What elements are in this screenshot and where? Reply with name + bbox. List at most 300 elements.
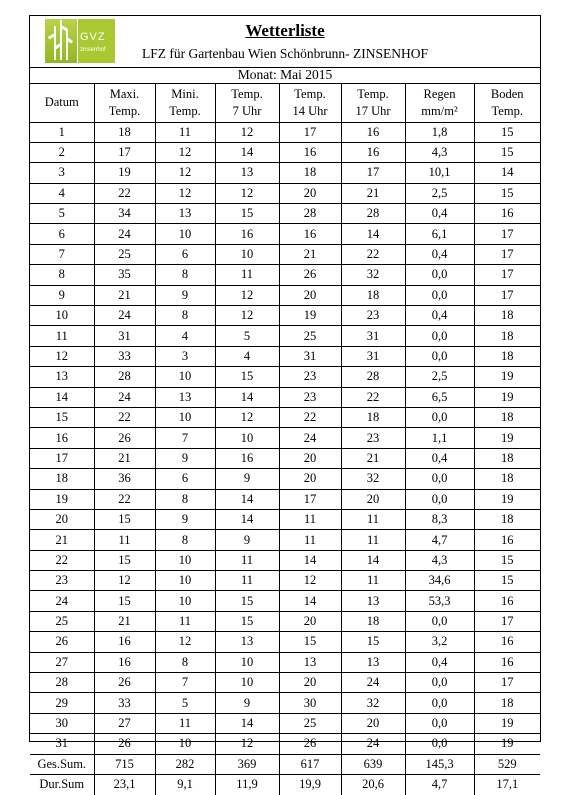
table-cell: 11 bbox=[341, 509, 405, 529]
table-cell: 9 bbox=[155, 448, 215, 468]
table-row bbox=[30, 407, 540, 427]
table-cell: 20 bbox=[30, 509, 94, 529]
column-header bbox=[155, 84, 215, 122]
table-cell: 10 bbox=[155, 407, 215, 427]
table-cell: 10,1 bbox=[405, 163, 474, 183]
table-cell: 4 bbox=[155, 326, 215, 346]
table-cell: 20 bbox=[279, 448, 341, 468]
table-cell: 18 bbox=[474, 448, 540, 468]
table-cell: 17,1 bbox=[474, 775, 540, 795]
table-cell: 11 bbox=[215, 571, 279, 591]
table-cell: 9 bbox=[30, 285, 94, 305]
table-cell: 16 bbox=[474, 204, 540, 224]
table-cell: 9 bbox=[155, 285, 215, 305]
table-cell: 18 bbox=[474, 306, 540, 326]
table-row bbox=[30, 571, 540, 591]
table-cell: 24 bbox=[341, 734, 405, 754]
summary-row bbox=[30, 754, 540, 774]
table-cell: 20 bbox=[279, 469, 341, 489]
table-cell: 21 bbox=[94, 448, 155, 468]
table-cell: 12 bbox=[215, 183, 279, 203]
table-cell: 0,0 bbox=[405, 673, 474, 693]
table-cell: 19 bbox=[474, 489, 540, 509]
table-cell: 17 bbox=[279, 489, 341, 509]
table-cell: 8 bbox=[155, 265, 215, 285]
table-cell: 639 bbox=[341, 754, 405, 774]
table-cell: 11 bbox=[30, 326, 94, 346]
table-cell: 25 bbox=[94, 244, 155, 264]
table-cell: 0,0 bbox=[405, 611, 474, 631]
table-cell: 2 bbox=[30, 142, 94, 162]
table-cell: 14 bbox=[215, 142, 279, 162]
table-cell: 13 bbox=[341, 652, 405, 672]
table-cell: 0,0 bbox=[405, 489, 474, 509]
table-cell: 0,4 bbox=[405, 448, 474, 468]
table-cell: 6 bbox=[155, 244, 215, 264]
table-cell: 1,8 bbox=[405, 122, 474, 142]
column-header-line: Boden bbox=[490, 86, 524, 101]
table-cell: 17 bbox=[474, 285, 540, 305]
table-cell: 4,3 bbox=[405, 142, 474, 162]
table-cell: 24 bbox=[341, 673, 405, 693]
table-cell: 10 bbox=[155, 550, 215, 570]
table-row bbox=[30, 591, 540, 611]
table-cell: 8 bbox=[155, 652, 215, 672]
column-header bbox=[474, 84, 540, 122]
weather-table bbox=[30, 84, 540, 795]
column-header bbox=[94, 84, 155, 122]
table-cell: 14 bbox=[30, 387, 94, 407]
column-header bbox=[215, 84, 279, 122]
table-cell: 22 bbox=[341, 244, 405, 264]
table-row bbox=[30, 326, 540, 346]
table-row bbox=[30, 428, 540, 448]
table-cell: 26 bbox=[94, 673, 155, 693]
table-cell: 15 bbox=[341, 632, 405, 652]
table-cell: 15 bbox=[215, 591, 279, 611]
column-header-line: Maxi. bbox=[109, 86, 140, 101]
table-cell: 24 bbox=[30, 591, 94, 611]
table-row bbox=[30, 509, 540, 529]
table-cell: 28 bbox=[279, 204, 341, 224]
table-cell: 8 bbox=[30, 265, 94, 285]
table-cell: 11 bbox=[215, 550, 279, 570]
column-header-line: Temp. bbox=[294, 86, 326, 101]
table-cell: 18 bbox=[94, 122, 155, 142]
table-cell: 18 bbox=[341, 611, 405, 631]
table-cell: 10 bbox=[30, 306, 94, 326]
table-cell: 17 bbox=[279, 122, 341, 142]
table-cell: 0,4 bbox=[405, 204, 474, 224]
table-cell: 21 bbox=[30, 530, 94, 550]
table-cell: 13 bbox=[215, 632, 279, 652]
table-cell: 6 bbox=[155, 469, 215, 489]
table-header-row bbox=[30, 84, 540, 122]
table-cell: 14 bbox=[279, 550, 341, 570]
table-cell: 16 bbox=[474, 652, 540, 672]
table-row bbox=[30, 652, 540, 672]
table-row bbox=[30, 611, 540, 631]
table-cell: 26 bbox=[94, 428, 155, 448]
table-cell: 0,4 bbox=[405, 244, 474, 264]
column-header bbox=[405, 84, 474, 122]
table-cell: 16 bbox=[474, 632, 540, 652]
table-cell: 34 bbox=[94, 204, 155, 224]
table-cell: 12 bbox=[30, 346, 94, 366]
table-cell: 36 bbox=[94, 469, 155, 489]
table-cell: 1,1 bbox=[405, 428, 474, 448]
table-cell: 23 bbox=[279, 367, 341, 387]
table-row bbox=[30, 142, 540, 162]
table-cell: 2,5 bbox=[405, 183, 474, 203]
column-header-line: 17 Uhr bbox=[355, 103, 391, 118]
table-cell: 20 bbox=[279, 611, 341, 631]
table-cell: 19 bbox=[474, 367, 540, 387]
table-cell: 0,0 bbox=[405, 734, 474, 754]
table-row bbox=[30, 489, 540, 509]
table-row bbox=[30, 734, 540, 754]
table-cell: 14 bbox=[215, 387, 279, 407]
table-cell: 10 bbox=[155, 591, 215, 611]
table-cell: 28 bbox=[30, 673, 94, 693]
table-row bbox=[30, 713, 540, 733]
table-cell: 19 bbox=[474, 713, 540, 733]
table-row bbox=[30, 632, 540, 652]
table-cell: 21 bbox=[279, 244, 341, 264]
table-cell: 33 bbox=[94, 346, 155, 366]
table-cell: 9 bbox=[215, 530, 279, 550]
table-cell: 19 bbox=[279, 306, 341, 326]
table-cell: 28 bbox=[341, 367, 405, 387]
table-cell: 23 bbox=[279, 387, 341, 407]
column-header-line: mm/m² bbox=[421, 103, 458, 118]
table-cell: 12 bbox=[155, 183, 215, 203]
table-cell: 11 bbox=[341, 571, 405, 591]
table-cell: 33 bbox=[94, 693, 155, 713]
table-cell: 16 bbox=[30, 428, 94, 448]
table-cell: 0,0 bbox=[405, 713, 474, 733]
table-cell: 12 bbox=[215, 122, 279, 142]
table-cell: 5 bbox=[215, 326, 279, 346]
table-cell: 617 bbox=[279, 754, 341, 774]
weather-list-sheet bbox=[29, 15, 541, 792]
table-cell: 16 bbox=[341, 142, 405, 162]
table-cell: 31 bbox=[94, 326, 155, 346]
table-cell: 12 bbox=[155, 163, 215, 183]
table-cell: 18 bbox=[474, 346, 540, 366]
column-header-line: Datum bbox=[44, 95, 79, 110]
table-cell: 30 bbox=[30, 713, 94, 733]
table-cell: 14 bbox=[279, 591, 341, 611]
table-cell: 26 bbox=[94, 734, 155, 754]
table-cell: 8 bbox=[155, 306, 215, 326]
table-cell: 16 bbox=[279, 142, 341, 162]
table-row bbox=[30, 183, 540, 203]
table-cell: 0,0 bbox=[405, 346, 474, 366]
table-row bbox=[30, 306, 540, 326]
table-cell: 9 bbox=[215, 693, 279, 713]
table-cell: 15 bbox=[474, 183, 540, 203]
table-cell: 0,0 bbox=[405, 469, 474, 489]
table-cell: 27 bbox=[30, 652, 94, 672]
table-cell: 11 bbox=[155, 611, 215, 631]
table-cell: 0,0 bbox=[405, 326, 474, 346]
table-cell: 4,7 bbox=[405, 775, 474, 795]
column-header-line: 7 Uhr bbox=[232, 103, 262, 118]
table-cell: 10 bbox=[215, 673, 279, 693]
table-cell: 145,3 bbox=[405, 754, 474, 774]
table-cell: 26 bbox=[279, 265, 341, 285]
table-cell: 18 bbox=[474, 326, 540, 346]
table-cell: 9,1 bbox=[155, 775, 215, 795]
table-cell: 31 bbox=[341, 326, 405, 346]
page-subtitle: LFZ für Gartenbau Wien Schönbrunn- ZINSENHOF bbox=[141, 46, 429, 61]
table-cell: 21 bbox=[341, 183, 405, 203]
table-cell: 12 bbox=[94, 571, 155, 591]
table-cell: 13 bbox=[341, 591, 405, 611]
table-cell: 12 bbox=[279, 571, 341, 591]
table-cell: 8,3 bbox=[405, 509, 474, 529]
table-cell: 4,3 bbox=[405, 550, 474, 570]
table-cell: 18 bbox=[474, 407, 540, 427]
table-cell: 17 bbox=[94, 142, 155, 162]
table-cell: 12 bbox=[215, 285, 279, 305]
table-cell: 20 bbox=[341, 713, 405, 733]
table-cell: 10 bbox=[155, 224, 215, 244]
table-cell: 13 bbox=[279, 652, 341, 672]
table-cell: 11 bbox=[215, 265, 279, 285]
table-cell: 7 bbox=[155, 673, 215, 693]
table-cell: 12 bbox=[215, 306, 279, 326]
table-cell: 17 bbox=[474, 611, 540, 631]
table-cell: 0,0 bbox=[405, 693, 474, 713]
table-cell: 32 bbox=[341, 693, 405, 713]
table-cell: 2,5 bbox=[405, 367, 474, 387]
table-cell: 6,5 bbox=[405, 387, 474, 407]
table-cell: 15 bbox=[279, 632, 341, 652]
table-cell: 15 bbox=[94, 591, 155, 611]
table-cell: 15 bbox=[474, 571, 540, 591]
table-cell: 18 bbox=[30, 469, 94, 489]
table-cell: 15 bbox=[94, 509, 155, 529]
table-row bbox=[30, 265, 540, 285]
table-cell: 17 bbox=[474, 224, 540, 244]
table-cell: 0,0 bbox=[405, 407, 474, 427]
table-cell: 15 bbox=[474, 550, 540, 570]
table-cell: 10 bbox=[155, 734, 215, 754]
table-cell: 22 bbox=[279, 407, 341, 427]
table-cell: 11 bbox=[341, 530, 405, 550]
table-cell: 22 bbox=[94, 183, 155, 203]
column-header bbox=[279, 84, 341, 122]
table-cell: 19 bbox=[474, 734, 540, 754]
table-cell: 26 bbox=[30, 632, 94, 652]
table-cell: 6 bbox=[30, 224, 94, 244]
table-row bbox=[30, 346, 540, 366]
table-cell: 23,1 bbox=[94, 775, 155, 795]
summary-row bbox=[30, 775, 540, 795]
table-cell: 14 bbox=[341, 224, 405, 244]
table-cell: 35 bbox=[94, 265, 155, 285]
table-cell: 18 bbox=[341, 407, 405, 427]
table-cell: 34,6 bbox=[405, 571, 474, 591]
table-cell: 31 bbox=[279, 346, 341, 366]
column-header-line: Temp. bbox=[491, 103, 523, 118]
column-header-line: Temp. bbox=[357, 86, 389, 101]
table-cell: 19 bbox=[474, 428, 540, 448]
table-row bbox=[30, 367, 540, 387]
table-cell: 4 bbox=[30, 183, 94, 203]
table-cell: 23 bbox=[30, 571, 94, 591]
table-cell: 10 bbox=[215, 428, 279, 448]
table-row bbox=[30, 550, 540, 570]
column-header-line: 14 Uhr bbox=[292, 103, 328, 118]
table-cell: 16 bbox=[94, 652, 155, 672]
table-cell: 23 bbox=[341, 306, 405, 326]
table-cell: 19 bbox=[94, 163, 155, 183]
table-cell: 16 bbox=[215, 224, 279, 244]
table-cell: 11,9 bbox=[215, 775, 279, 795]
table-row bbox=[30, 244, 540, 264]
table-cell: 20 bbox=[279, 673, 341, 693]
table-cell: 8 bbox=[155, 489, 215, 509]
table-row bbox=[30, 224, 540, 244]
table-cell: 16 bbox=[474, 530, 540, 550]
table-cell: 16 bbox=[94, 632, 155, 652]
table-cell: 19 bbox=[474, 387, 540, 407]
table-cell: 20 bbox=[341, 489, 405, 509]
table-cell: 19,9 bbox=[279, 775, 341, 795]
table-cell: 13 bbox=[215, 163, 279, 183]
table-cell: 18 bbox=[474, 509, 540, 529]
table-cell: 0,4 bbox=[405, 652, 474, 672]
table-cell: 5 bbox=[30, 204, 94, 224]
table-cell: 15 bbox=[30, 407, 94, 427]
table-row bbox=[30, 469, 540, 489]
table-cell: 53,3 bbox=[405, 591, 474, 611]
table-cell: 0,4 bbox=[405, 306, 474, 326]
table-cell: 15 bbox=[94, 550, 155, 570]
table-cell: 13 bbox=[155, 204, 215, 224]
table-cell: 369 bbox=[215, 754, 279, 774]
table-cell: 20,6 bbox=[341, 775, 405, 795]
table-cell: 14 bbox=[474, 163, 540, 183]
table-cell: 29 bbox=[30, 693, 94, 713]
table-cell: 4,7 bbox=[405, 530, 474, 550]
column-header bbox=[341, 84, 405, 122]
table-cell: 30 bbox=[279, 693, 341, 713]
column-header-line: Mini. bbox=[171, 86, 199, 101]
table-cell: 3,2 bbox=[405, 632, 474, 652]
table-cell: 15 bbox=[215, 204, 279, 224]
table-cell: 14 bbox=[215, 509, 279, 529]
table-cell: 18 bbox=[279, 163, 341, 183]
table-cell: 15 bbox=[474, 142, 540, 162]
page-title: Wetterliste bbox=[245, 21, 325, 40]
table-cell: 11 bbox=[155, 713, 215, 733]
table-cell: 14 bbox=[341, 550, 405, 570]
table-cell: 16 bbox=[279, 224, 341, 244]
column-header-line: Temp. bbox=[169, 103, 201, 118]
table-cell: 17 bbox=[474, 244, 540, 264]
column-header-line: Temp. bbox=[108, 103, 141, 118]
table-cell: 16 bbox=[215, 448, 279, 468]
table-cell: 14 bbox=[215, 713, 279, 733]
table-row bbox=[30, 448, 540, 468]
table-cell: 11 bbox=[155, 122, 215, 142]
logo-brand: GVZ bbox=[80, 31, 106, 43]
table-cell: 31 bbox=[30, 734, 94, 754]
table-cell: 17 bbox=[474, 265, 540, 285]
table-cell: 22 bbox=[341, 387, 405, 407]
table-cell: Dur.Sum bbox=[30, 775, 94, 795]
table-cell: 10 bbox=[155, 571, 215, 591]
table-cell: 5 bbox=[155, 693, 215, 713]
table-row bbox=[30, 530, 540, 550]
table-cell: 10 bbox=[155, 367, 215, 387]
table-cell: 32 bbox=[341, 265, 405, 285]
table-cell: 25 bbox=[279, 326, 341, 346]
column-header bbox=[30, 84, 94, 122]
table-cell: 28 bbox=[94, 367, 155, 387]
table-cell: 21 bbox=[94, 611, 155, 631]
table-cell: 7 bbox=[155, 428, 215, 448]
table-cell: 16 bbox=[474, 591, 540, 611]
table-cell: 25 bbox=[279, 713, 341, 733]
table-row bbox=[30, 387, 540, 407]
table-cell: 1 bbox=[30, 122, 94, 142]
table-cell: 20 bbox=[279, 285, 341, 305]
table-row bbox=[30, 204, 540, 224]
table-cell: 14 bbox=[215, 489, 279, 509]
table-cell: 25 bbox=[30, 611, 94, 631]
table-cell: 26 bbox=[279, 734, 341, 754]
table-cell: 22 bbox=[94, 489, 155, 509]
table-row bbox=[30, 163, 540, 183]
table-cell: 13 bbox=[155, 387, 215, 407]
column-header-line: Regen bbox=[423, 86, 456, 101]
table-cell: 18 bbox=[474, 693, 540, 713]
table-cell: 15 bbox=[474, 122, 540, 142]
table-row bbox=[30, 693, 540, 713]
table-cell: 32 bbox=[341, 469, 405, 489]
table-cell: 3 bbox=[155, 346, 215, 366]
table-cell: 24 bbox=[94, 387, 155, 407]
table-cell: 0,0 bbox=[405, 285, 474, 305]
table-row bbox=[30, 673, 540, 693]
table-cell: 21 bbox=[341, 448, 405, 468]
table-cell: 23 bbox=[341, 428, 405, 448]
table-cell: 24 bbox=[279, 428, 341, 448]
table-row bbox=[30, 122, 540, 142]
table-cell: 12 bbox=[155, 142, 215, 162]
table-cell: 17 bbox=[474, 673, 540, 693]
column-header-line: Temp. bbox=[231, 86, 263, 101]
table-cell: 9 bbox=[215, 469, 279, 489]
table-cell: 13 bbox=[30, 367, 94, 387]
table-cell: 17 bbox=[30, 448, 94, 468]
table-cell: Ges.Sum. bbox=[30, 754, 94, 774]
table-cell: 10 bbox=[215, 244, 279, 264]
month-label: Monat: Mai 2015 bbox=[30, 67, 540, 84]
table-cell: 15 bbox=[215, 611, 279, 631]
logo-sub: zinsenhof bbox=[80, 47, 106, 53]
table-cell: 12 bbox=[215, 407, 279, 427]
table-cell: 282 bbox=[155, 754, 215, 774]
table-cell: 12 bbox=[215, 734, 279, 754]
table-cell: 12 bbox=[155, 632, 215, 652]
table-cell: 21 bbox=[94, 285, 155, 305]
